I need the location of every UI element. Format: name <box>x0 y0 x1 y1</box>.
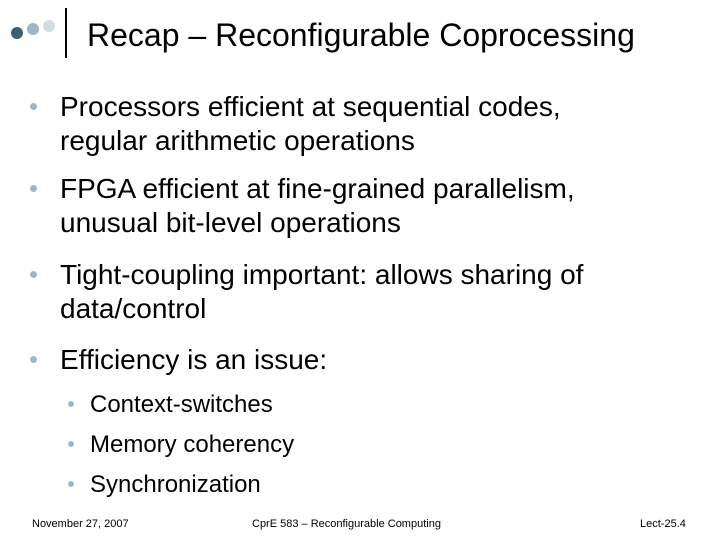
bullet-item <box>60 258 583 326</box>
bullet-text-line2: regular arithmetic operations <box>60 125 415 156</box>
sub-bullet-text: Context-switches <box>90 391 273 418</box>
bullet-text-line1: Tight-coupling important: allows sharing of <box>60 259 584 290</box>
sub-bullet-text: Synchronization <box>90 471 261 498</box>
logo-dot-2 <box>27 23 39 35</box>
bullet-text-line1: Efficiency is an issue: <box>60 344 328 375</box>
bullet-text-line1: FPGA efficient at fine-grained parallelism, <box>60 173 575 204</box>
bullet-text-line1: Processors efficient at sequential codes, <box>60 91 561 122</box>
logo-dots <box>0 0 70 60</box>
footer-course: CprE 583 – Reconfigurable Computing <box>252 518 441 530</box>
bullet-dot <box>30 271 37 278</box>
logo-dot-3 <box>43 20 55 32</box>
logo-dot-1 <box>11 27 23 39</box>
sub-bullet-dot <box>68 401 74 407</box>
bullet-item <box>60 343 327 377</box>
bullet-item <box>60 90 561 158</box>
sub-bullet-text: Memory coherency <box>90 431 295 458</box>
title-divider <box>65 8 67 58</box>
sub-bullet-dot <box>68 481 74 487</box>
sub-bullet-item <box>90 470 261 500</box>
bullet-text-line2: unusual bit-level operations <box>60 207 401 238</box>
slide-title: Recap – Reconfigurable Coprocessing <box>87 17 635 53</box>
sub-bullet-dot <box>68 441 74 447</box>
bullet-text-line2: data/control <box>60 293 207 324</box>
bullet-dot <box>30 185 37 192</box>
bullet-item <box>60 172 575 240</box>
sub-bullet-item <box>90 390 273 420</box>
footer-date: November 27, 2007 <box>32 518 129 530</box>
bullet-dot <box>30 356 37 363</box>
footer-page: Lect-25.4 <box>640 518 686 530</box>
bullet-dot <box>30 103 37 110</box>
sub-bullet-item <box>90 430 294 460</box>
